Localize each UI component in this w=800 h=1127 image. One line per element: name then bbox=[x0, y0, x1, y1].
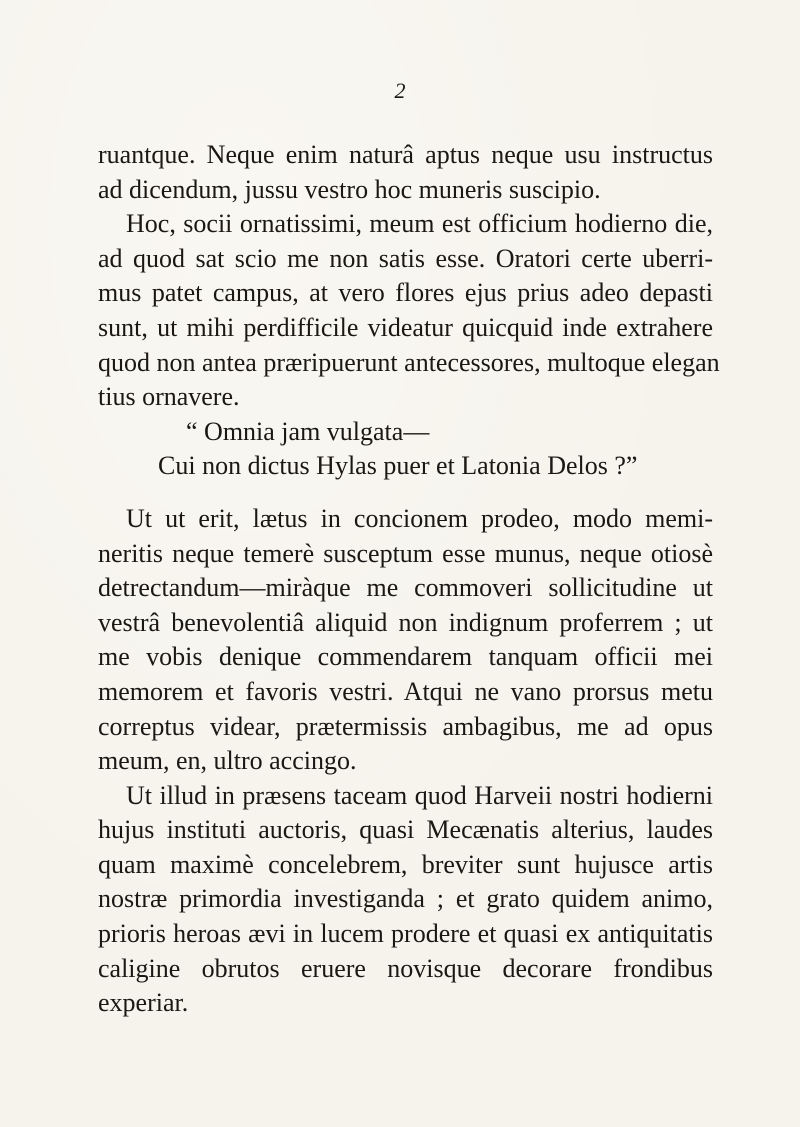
paragraph-gap bbox=[98, 484, 713, 502]
paragraph bbox=[98, 207, 720, 415]
text-line: vestrâ benevolentiâ aliquid non indignum proferrem ; ut bbox=[98, 607, 713, 637]
text-line: meum, en, ultro accingo. bbox=[98, 746, 357, 776]
paragraph bbox=[98, 502, 713, 779]
text-line: ad dicendum, jussu vestro hoc muneris suscipio. bbox=[98, 174, 601, 204]
text-line: hujus instituti auctoris, quasi Mecænatis alterius, laudes bbox=[98, 815, 713, 845]
text-line: ruantque. Neque enim naturâ aptus neque usu instructus bbox=[98, 140, 713, 169]
paragraph bbox=[98, 779, 713, 1021]
text-line: neritis neque temerè susceptum esse munus, neque otiosè bbox=[98, 538, 713, 568]
body-text bbox=[98, 138, 720, 1021]
text-line: memorem et favoris vestri. Atqui ne vano prorsus metu bbox=[98, 676, 713, 706]
text-line: Hoc, socii ornatissimi, meum est officium hodierno die, bbox=[126, 209, 713, 239]
verse-line: Cui non dictus Hylas puer et Latonia Delos ?” bbox=[158, 451, 638, 481]
text-line: sunt, ut mihi perdifficile videatur quicquid inde extrahere bbox=[98, 312, 713, 342]
page-number: 2 bbox=[394, 78, 406, 103]
text-line: prioris heroas ævi in lucem prodere et quasi ex antiquitatis bbox=[98, 919, 713, 949]
text-line: Ut illud in præsens taceam quod Harveii nostri hodierni bbox=[126, 780, 713, 810]
text-line: caligine obrutos eruere novisque decorare frondibus bbox=[98, 953, 713, 983]
paragraph bbox=[98, 138, 713, 207]
text-line: Ut ut erit, lætus in concionem prodeo, modo memi- bbox=[126, 503, 713, 533]
text-line: nostræ primordia investiganda ; et grato quidem animo, bbox=[98, 884, 713, 914]
text-line: me vobis denique commendarem tanquam officii mei bbox=[98, 642, 713, 672]
text-line: mus patet campus, at vero flores ejus prius adeo depasti bbox=[98, 278, 713, 308]
text-line: detrectandum—miràque me commoveri sollicitudine ut bbox=[98, 573, 713, 603]
verse-quotation bbox=[98, 415, 713, 484]
verse-line: “ Omnia jam vulgata— bbox=[186, 416, 430, 446]
text-line: correptus videar, prætermissis ambagibus, me ad opus bbox=[98, 711, 713, 741]
text-line: tius ornavere. bbox=[98, 382, 240, 412]
text-line: ad quod sat scio me non satis esse. Oratori certe uberri- bbox=[98, 243, 713, 273]
text-line: quam maximè concelebrem, breviter sunt hujusce artis bbox=[98, 849, 713, 879]
text-line: experiar. bbox=[98, 988, 189, 1018]
text-line: quod non antea præripuerunt antecessores, multoque elegan bbox=[98, 347, 720, 377]
